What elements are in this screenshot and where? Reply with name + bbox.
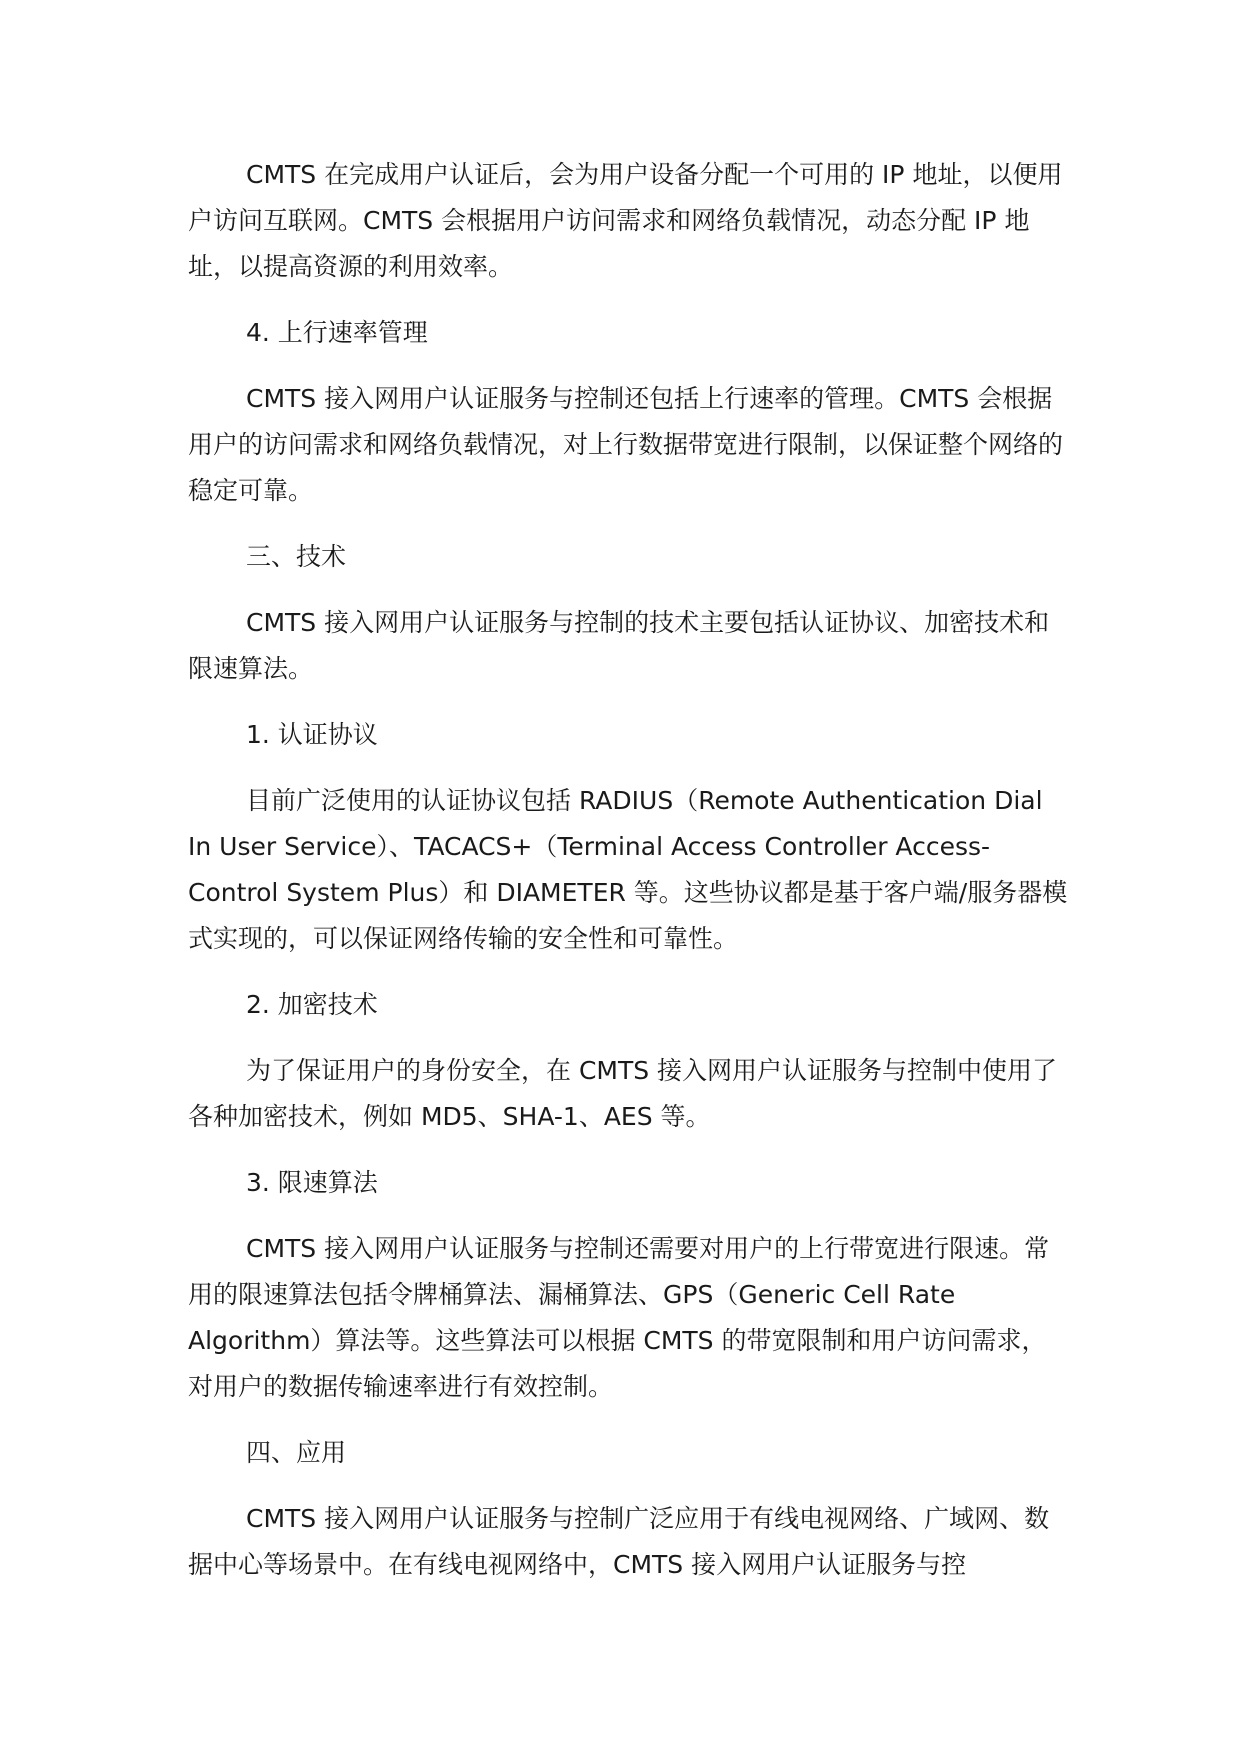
paragraph-uplink-rate: CMTS 接入网用户认证服务与控制还包括上行速率的管理。CMTS 会根据用户的访问需求和网络负载情况，对上行数据带宽进行限制，以保证整个网络的稳定可靠。 <box>188 384 1064 505</box>
heading-application: 四、应用 <box>246 1438 347 1467</box>
heading-uplink-rate-management: 4. 上行速率管理 <box>246 318 428 347</box>
paragraph-encryption: 为了保证用户的身份安全，在 CMTS 接入网用户认证服务与控制中使用了各种加密技术，例如 MD5、SHA-1、AES 等。 <box>188 1056 1058 1131</box>
heading-encryption: 2. 加密技术 <box>246 990 378 1019</box>
heading-technology: 三、技术 <box>246 542 347 571</box>
paragraph-ip-allocation: CMTS 在完成用户认证后，会为用户设备分配一个可用的 IP 地址，以便用户访问互联网。CMTS 会根据用户访问需求和网络负载情况，动态分配 IP 地址，以提高资源的利用效率。 <box>188 160 1063 281</box>
document-page <box>188 152 1068 1608</box>
paragraph-application: CMTS 接入网用户认证服务与控制广泛应用于有线电视网络、广域网、数据中心等场景中。在有线电视网络中，CMTS 接入网用户认证服务与控 <box>188 1504 1050 1579</box>
paragraph-auth-protocol: 目前广泛使用的认证协议包括 RADIUS（Remote Authentication Dial In User Service）、TACACS+（Terminal Access Controller Access-Control System Plus）和 DIAMETER 等。这些协议都是基于客户端/服务器模式实现的，可以保证网络传输的安全性和可靠性。 <box>188 786 1068 953</box>
heading-auth-protocol: 1. 认证协议 <box>246 720 378 749</box>
heading-rate-limiting: 3. 限速算法 <box>246 1168 378 1197</box>
paragraph-technology-overview: CMTS 接入网用户认证服务与控制的技术主要包括认证协议、加密技术和限速算法。 <box>188 608 1050 683</box>
paragraph-rate-limiting: CMTS 接入网用户认证服务与控制还需要对用户的上行带宽进行限速。常用的限速算法包括令牌桶算法、漏桶算法、GPS（Generic Cell Rate Algorithm）算法等。这些算法可以根据 CMTS 的带宽限制和用户访问需求，对用户的数据传输速率进行有效控制。 <box>188 1234 1050 1401</box>
